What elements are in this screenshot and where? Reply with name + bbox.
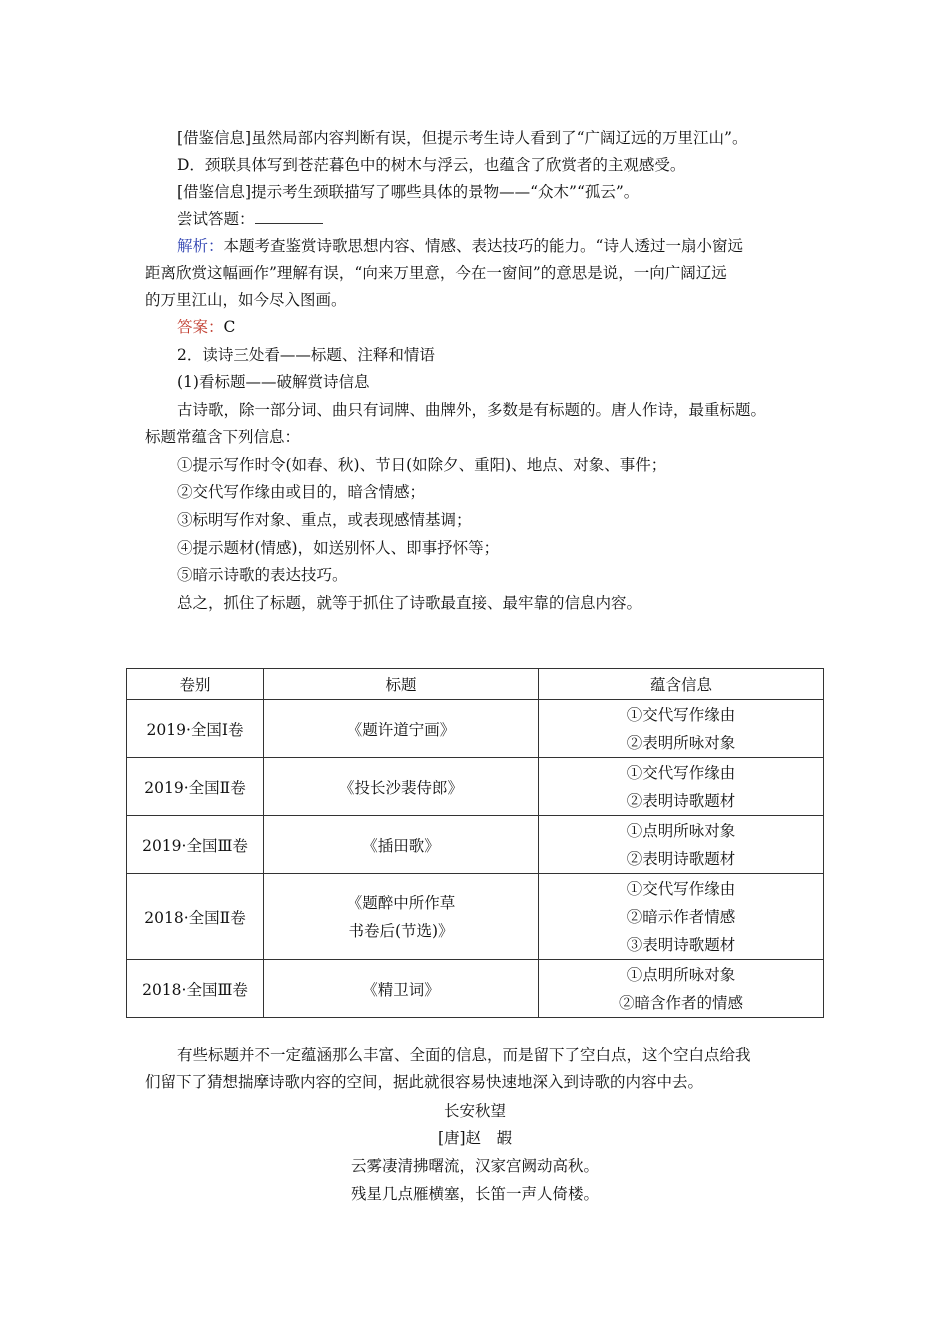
table-row (127, 816, 824, 874)
analysis-line-1 (177, 236, 743, 256)
cell-exam: 2018·全国Ⅲ卷 (127, 960, 264, 1018)
info-line: ①交代写作缘由 (626, 763, 736, 782)
section-heading: 2．读诗三处看——标题、注释和情语 (177, 346, 435, 364)
title-info-table (126, 668, 824, 1018)
cell-title: 《投长沙裴侍郎》 (264, 758, 539, 816)
info-line: ②暗含作者的情感 (618, 993, 743, 1012)
try-answer-label: 尝试答题： (177, 210, 255, 228)
cell-title: 《题许道宁画》 (264, 700, 539, 758)
body-line-1: 古诗歌，除一部分词、曲只有词牌、曲牌外，多数是有标题的。唐人作诗，最重标题。 (177, 401, 767, 419)
analysis-line-2: 距离欣赏这幅画作”理解有误，“向来万里意，今在一窗间”的意思是说，一向广阔辽远 (145, 264, 727, 282)
cell-info (539, 816, 824, 874)
cell-info (539, 700, 824, 758)
table-row (127, 700, 824, 758)
poem-author: [唐]赵 嘏 (437, 1129, 513, 1147)
cell-info (539, 960, 824, 1018)
cell-info (539, 874, 824, 960)
analysis-label: 解析： (177, 237, 224, 255)
list-item: ⑤暗示诗歌的表达技巧。 (177, 566, 348, 584)
info-line: ①交代写作缘由 (626, 705, 736, 724)
list-item: ①提示写作时令(如春、秋)、节日(如除夕、重阳)、地点、对象、事件； (177, 456, 667, 474)
list-item: ④提示题材(情感)，如送别怀人、即事抒怀等； (177, 539, 500, 557)
answer-line (177, 317, 235, 337)
header-exam: 卷别 (127, 669, 264, 700)
table-row (127, 758, 824, 816)
answer-blank[interactable] (255, 209, 323, 224)
info-line: ①点明所咏对象 (626, 965, 736, 984)
title-line: 《题醉中所作草 (346, 893, 456, 912)
poem-line: 残星几点雁横塞，长笛一声人倚楼。 (350, 1185, 599, 1203)
cell-title: 《精卫词》 (264, 960, 539, 1018)
list-item: ③标明写作对象、重点，或表现感情基调； (177, 511, 472, 529)
info-line: ①点明所咏对象 (626, 821, 736, 840)
poem-line: 云雾凄清拂曙流，汉家宫阙动高秋。 (350, 1157, 599, 1175)
try-answer-line (177, 209, 323, 229)
paragraph-hint-1: [借鉴信息]虽然局部内容判断有误，但提示考生诗人看到了“广阔辽远的万里江山”。 (177, 129, 748, 147)
cell-exam: 2019·全国Ⅲ卷 (127, 816, 264, 874)
after-table-line-1: 有些标题并不一定蕴涵那么丰富、全面的信息，而是留下了空白点，这个空白点给我 (177, 1046, 751, 1064)
paragraph-option-d: D．颈联具体写到苍茫暮色中的树木与浮云，也蕴含了欣赏者的主观感受。 (177, 156, 686, 174)
info-line: ②表明诗歌题材 (626, 849, 736, 868)
table-row (127, 874, 824, 960)
subsection-heading: (1)看标题——破解赏诗信息 (177, 373, 370, 391)
info-line: ②表明诗歌题材 (626, 791, 736, 810)
table-header-row (127, 669, 824, 700)
poem-title: 长安秋望 (443, 1102, 506, 1120)
after-table-line-2: 们留下了猜想揣摩诗歌内容的空间，据此就很容易快速地深入到诗歌的内容中去。 (145, 1073, 704, 1091)
paragraph-hint-2: [借鉴信息]提示考生颈联描写了哪些具体的景物——“众木”“孤云”。 (177, 183, 640, 201)
answer-label: 答案： (177, 318, 224, 336)
cell-info (539, 758, 824, 816)
header-title: 标题 (264, 669, 539, 700)
list-item: ②交代写作缘由或目的，暗含情感； (177, 483, 426, 501)
summary-line: 总之，抓住了标题，就等于抓住了诗歌最直接、最牢靠的信息内容。 (177, 594, 643, 612)
cell-exam: 2019·全国Ⅰ卷 (127, 700, 264, 758)
analysis-text-1: 本题考查鉴赏诗歌思想内容、情感、表达技巧的能力。“诗人透过一扇小窗远 (223, 237, 743, 255)
cell-title: 《插田歌》 (264, 816, 539, 874)
info-line: ②暗示作者情感 (626, 907, 736, 926)
analysis-line-3: 的万里江山，如今尽入图画。 (145, 291, 347, 309)
title-line: 书卷后(节选)》 (348, 921, 454, 940)
info-line: ①交代写作缘由 (626, 879, 736, 898)
table-row (127, 960, 824, 1018)
cell-exam: 2019·全国Ⅱ卷 (127, 758, 264, 816)
cell-title (264, 874, 539, 960)
answer-value: C (223, 318, 236, 336)
info-line: ③表明诗歌题材 (626, 935, 736, 954)
body-line-2: 标题常蕴含下列信息： (145, 428, 301, 446)
header-info: 蕴含信息 (539, 669, 824, 700)
info-line: ②表明所咏对象 (626, 733, 736, 752)
cell-exam: 2018·全国Ⅱ卷 (127, 874, 264, 960)
